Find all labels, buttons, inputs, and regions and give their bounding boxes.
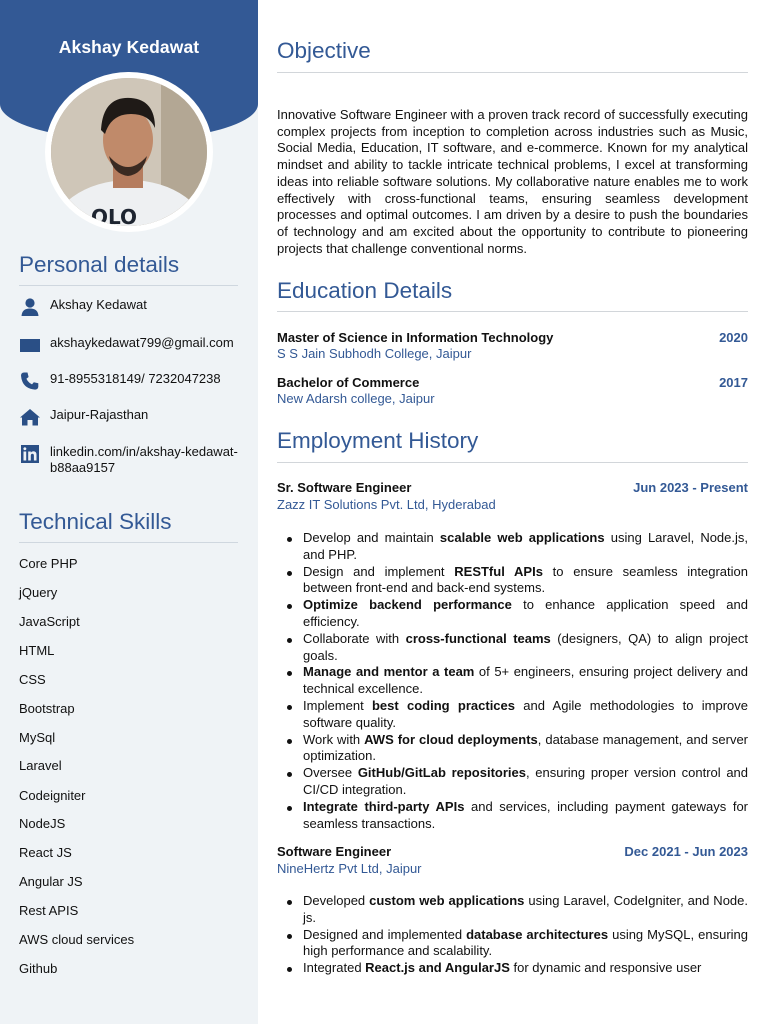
personal-detail-text: Akshay Kedawat bbox=[50, 297, 147, 312]
skill-item: React JS bbox=[19, 845, 72, 860]
skill-item: Core PHP bbox=[19, 556, 78, 571]
profile-name: Akshay Kedawat bbox=[58, 37, 200, 57]
job-bullet: Integrated React.js and AngularJS for dynamic and responsive user bbox=[277, 960, 748, 977]
personal-detail-text: akshaykedawat799@gmail.com bbox=[50, 335, 234, 350]
objective-text: Innovative Software Engineer with a proven track record of successfully executing complex projects from inception to completion across industries such as Music, Social Media, Education, IT software, and e-commerce. Known for my analytical mindset and ability to tackle intricate technical problems, I excel at transforming ideas into reliable software solutions. My collaborative nature enables me to work effectively with cross-functional teams, ensuring seamless development processes and optimal outcomes. I am driven by a desire to push the boundaries of technology and am excited about the opportunity to contribute to pioneering projects that challenge conventional norms. bbox=[277, 107, 748, 256]
skill-item: Codeigniter bbox=[19, 788, 86, 803]
skill-item: CSS bbox=[19, 672, 46, 687]
job-bullet: Developed custom web applications using Laravel, CodeIgniter, and Node. js. bbox=[277, 893, 748, 927]
job-bullets bbox=[277, 893, 748, 977]
job-bullet: Manage and mentor a team of 5+ engineers, ensuring project delivery and technical excellence. bbox=[277, 664, 748, 698]
education-year: 2020 bbox=[719, 330, 748, 345]
job-bullet: Design and implement RESTful APIs to ensure seamless integration between front-end and back-end systems. bbox=[277, 564, 748, 598]
skill-item: HTML bbox=[19, 643, 55, 658]
svg-text:OLO: OLO bbox=[91, 205, 138, 226]
phone-icon bbox=[19, 371, 41, 391]
job-role: Sr. Software Engineer bbox=[277, 480, 412, 495]
job-bullet: Collaborate with cross-functional teams (designers, QA) to align project goals. bbox=[277, 631, 748, 665]
employment-divider bbox=[277, 462, 748, 463]
education-divider bbox=[277, 311, 748, 312]
personal-detail-linkedin bbox=[19, 444, 244, 476]
job-company: Zazz IT Solutions Pvt. Ltd, Hyderabad bbox=[277, 497, 496, 512]
skill-item: NodeJS bbox=[19, 816, 66, 831]
personal-detail-text: 91-8955318149/ 7232047238 bbox=[50, 371, 221, 386]
skill-item: JavaScript bbox=[19, 614, 80, 629]
personal-detail-name bbox=[19, 297, 244, 317]
job-bullet: Oversee GitHub/GitLab repositories, ensuring proper version control and CI/CD integration. bbox=[277, 765, 748, 799]
profile-photo bbox=[51, 78, 207, 226]
skill-item: AWS cloud services bbox=[19, 932, 135, 947]
job-bullet: Implement best coding practices and Agile methodologies to improve software quality. bbox=[277, 698, 748, 732]
home-icon bbox=[19, 407, 41, 427]
education-school: S S Jain Subhodh College, Jaipur bbox=[277, 346, 472, 361]
skill-item: Bootstrap bbox=[19, 701, 75, 716]
technical-skills-title: Technical Skills bbox=[19, 509, 172, 534]
skill-item: jQuery bbox=[19, 585, 58, 600]
objective-divider bbox=[277, 72, 748, 73]
skill-item: Angular JS bbox=[19, 874, 83, 889]
education-entry bbox=[277, 375, 748, 391]
job-bullet: Integrate third-party APIs and services, including payment gateways for seamless transactions. bbox=[277, 799, 748, 833]
job-header bbox=[277, 480, 748, 496]
personal-detail-email bbox=[19, 335, 244, 355]
job-company: NineHertz Pvt Ltd, Jaipur bbox=[277, 861, 422, 876]
personal-details-title: Personal details bbox=[19, 252, 180, 277]
job-bullet: Optimize backend performance to enhance application speed and efficiency. bbox=[277, 597, 748, 631]
personal-detail-text: linkedin.com/in/akshay-kedawat-b88aa9157 bbox=[50, 444, 238, 475]
job-bullet: Develop and maintain scalable web applications using Laravel, Node.js, and PHP. bbox=[277, 530, 748, 564]
skill-item: Github bbox=[19, 961, 58, 976]
skill-item: Rest APIS bbox=[19, 903, 79, 918]
sidebar bbox=[0, 0, 258, 1024]
linkedin-icon bbox=[19, 444, 41, 464]
personal-detail-location bbox=[19, 407, 244, 427]
personal-details-divider bbox=[19, 285, 238, 286]
envelope-icon bbox=[19, 335, 41, 355]
education-title: Education Details bbox=[277, 278, 453, 303]
education-year: 2017 bbox=[719, 375, 748, 390]
job-dates: Dec 2021 - Jun 2023 bbox=[624, 844, 748, 859]
job-dates: Jun 2023 - Present bbox=[633, 480, 748, 495]
job-bullets bbox=[277, 530, 748, 832]
employment-title: Employment History bbox=[277, 428, 479, 453]
education-school: New Adarsh college, Jaipur bbox=[277, 391, 435, 406]
job-header bbox=[277, 844, 748, 860]
job-bullet: Designed and implemented database architectures using MySQL, ensuring high performance and scalability. bbox=[277, 927, 748, 961]
education-degree: Bachelor of Commerce bbox=[277, 375, 420, 390]
objective-title: Objective bbox=[277, 38, 371, 63]
education-entry bbox=[277, 330, 748, 346]
skill-item: MySql bbox=[19, 730, 56, 745]
job-role: Software Engineer bbox=[277, 844, 392, 859]
skill-item: Laravel bbox=[19, 758, 62, 773]
person-icon bbox=[19, 297, 41, 317]
personal-detail-phone bbox=[19, 371, 244, 391]
job-bullet: Work with AWS for cloud deployments, database management, and server optimization. bbox=[277, 732, 748, 766]
education-degree: Master of Science in Information Technology bbox=[277, 330, 554, 345]
personal-detail-text: Jaipur-Rajasthan bbox=[50, 407, 149, 422]
technical-skills-divider bbox=[19, 542, 238, 543]
